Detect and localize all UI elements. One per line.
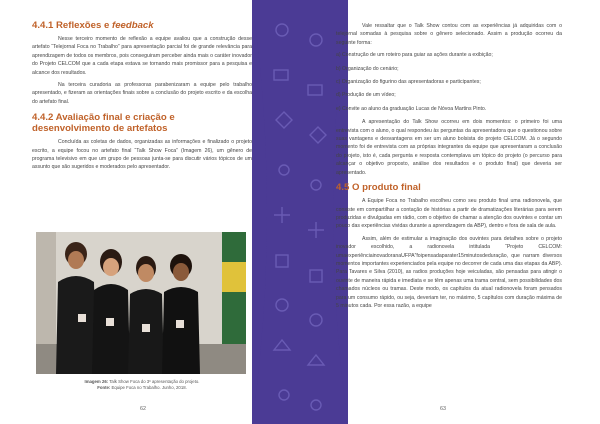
list-item: b) Organização do cenário; — [336, 65, 399, 72]
paragraph: Concluída as coletas de dados, organizadas as informações e finalizado o projeto escrito, a equipe focou no artefato final “Talk Show Foca” (Imagem 26), um gênero de programa televisivo em que um grupo de pessoas junta-se para discutir vários tópicos de um assunto que são sugeridos e moderados pelo apresentador. — [32, 139, 252, 171]
right-text-column — [336, 22, 562, 314]
photo-talk-show-team — [36, 232, 246, 374]
paragraph: Assim, além de estimular a imaginação dos ouvintes para detalhes sobre o projeto inovador escolhido, a radionovela intitulada “Projeto CELCOM: umaexperiênciainovadoranaUFPA”foipensadaparater15minutosdeduração, que narram diversos momentos importantes experienciados pela equipe no decorrer de cada uma das etapas da ABP). Para Tavares e Silva (2010), as radios produções hoje veiculadas, são pensadas para atingir o ouvinte de maneira rápida e imediata e se têm apenas uma trama central, sem possibilidades dos chamados núcleos ou tramas. Deste modo, os capítulos da atual radionovela foram pensados para um consumo rápido, ou seja, deveriam ter, no máximo, 5 capítulos com duração máxima de 5 minutos cada. Por essa razão, a equipe — [336, 235, 562, 309]
left-text-column — [32, 20, 252, 176]
paragraph: A apresentação do Talk Show ocorreu em dois momentos: o primeiro foi uma entrevista com o aluno, o qual respondeu às perguntas da apresentadora que o questionou sobre suas vantagens e desvantagens em ser um aluno bolsista do projeto CELCOM. Já o segundo momento foi de entrevista com as próprias integrantes da equipe que apresentaram a conclusão do projeto, isto é, cada pergunta e resposta contemplava um tópico do projeto (o percurso para alcançar o objetivo proposto, análise dos resultados e o produto final) que deveria ser apresentado. — [336, 119, 562, 176]
list-item: c) Organização do figurino das apresentadoras e participantes; — [336, 79, 481, 86]
photo-illustration — [36, 232, 246, 374]
page-number: 63 — [440, 406, 446, 412]
image-caption: Imagem 26: Talk Show Foca do 3º apresentação do projeto. Fonte: Equipe Foca no Trabalho. Junho, 2018. — [84, 379, 200, 390]
list-item: d) Produção de um vídeo; — [336, 92, 396, 99]
paragraph: Nesse terceiro momento de reflexão a equipe avaliou que a construção desse artefato “Telejornal Foca no Trabalho” para apresentação parcial foi de grande relevância para aprendizagem de todos os membros, pois conseguiram perceber ainda mais o caráter inovador do Projeto CELCOM que a cada etapa estava se tornando mais promissor para a pesquisa e alcance dos resultados. — [32, 36, 252, 76]
decorative-pattern-icon — [252, 0, 300, 424]
heading-feedback-word: feedback — [112, 20, 154, 31]
heading-reflexoes: 4.4.1 Reflexões e feedback — [32, 20, 154, 31]
paragraph: Vale ressaltar que o Talk Show contou com as experiências já adquiridas com o telejornal somadas à pesquisa sobre o gênero selecionado. Assim a produção ocorreu da seguinte forma: — [336, 23, 562, 46]
paragraph: Na terceira curadoria as professoras parabenizaram a equipe pelo trabalho apresentado, e fizeram as orientações finais sobre a conclusão do projeto escrito e da escolha do artefato final. — [32, 82, 252, 105]
paragraph: A Equipe Foca no Trabalho escolheu como seu produto final uma radionovela, que consiste em compartilhar a contação de histórias a partir de dramatizações literárias para serem produzidas e divulgadas em rádio, com o objetivo de chamar a atenção dos ouvintes e contar um pouco das experiências vividas durante a aprendizagem da ABP), dentro e fora de sala de aula. — [336, 198, 562, 230]
heading-avaliacao-final: 4.4.2 Avaliação final e criação e desenvolvimento de artefatos — [32, 112, 175, 135]
page-number: 62 — [140, 406, 146, 412]
decorative-band-left — [252, 0, 300, 424]
list-item: a) Construção de um roteiro para guiar as ações durante a exibição; — [336, 52, 493, 59]
heading-produto-final: 4.5 O produto final — [336, 182, 421, 194]
list-item: e) Convite ao aluno da graduação Lucas de Nóvoa Martins Pinto. — [336, 105, 487, 112]
